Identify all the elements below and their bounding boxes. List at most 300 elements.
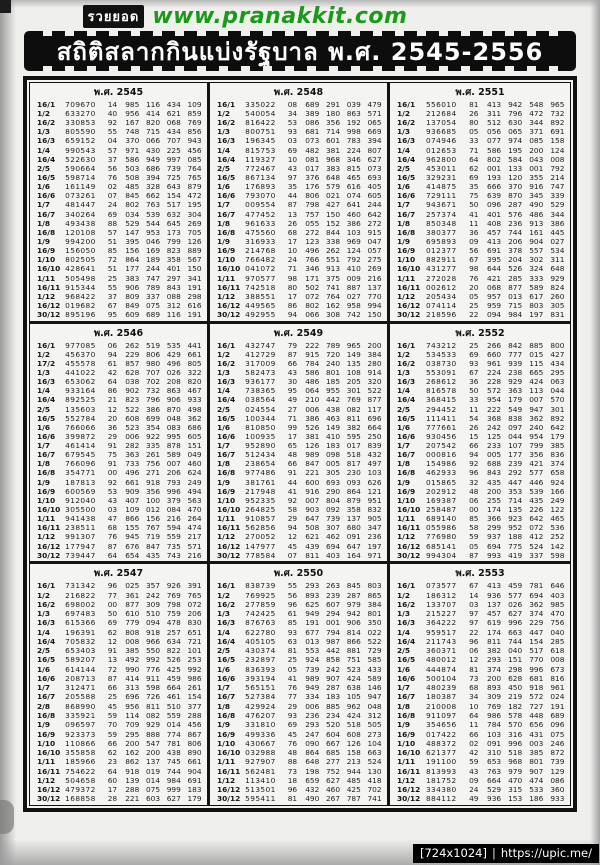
draw-row: [32, 311, 205, 318]
draw-row: [32, 128, 205, 135]
three-digit-number: 244: [145, 264, 161, 274]
first-prize-number: 100344: [245, 413, 276, 423]
three-digit-number: 354: [145, 422, 161, 432]
three-digit-number: 794: [325, 627, 341, 637]
three-digit-number: 748: [125, 127, 140, 137]
three-digit-number: 877: [508, 282, 523, 292]
first-prize-number: 622780: [245, 627, 276, 637]
draw-date: 1/3: [217, 127, 230, 137]
three-digit-number: 097: [508, 422, 523, 432]
draw-row: [392, 469, 568, 476]
three-digit-number: 956: [125, 701, 140, 711]
three-digit-number: 096: [487, 200, 502, 210]
draw-row: [392, 415, 568, 422]
three-digit-number: 377: [187, 701, 202, 711]
first-prize-number: 055986: [425, 523, 457, 533]
three-digit-number: 916: [305, 486, 320, 496]
three-digit-number: 456: [187, 145, 202, 155]
three-digit-number: 219: [508, 692, 523, 702]
draw-date: 16/1: [217, 340, 236, 350]
three-digit-number: 386: [305, 413, 320, 423]
three-digit-number: 177: [508, 450, 523, 460]
first-prize-number: 876763: [245, 618, 276, 628]
two-digit-number: 24: [469, 785, 479, 795]
three-digit-number: 015: [529, 349, 544, 359]
two-digit-number: 87: [107, 673, 118, 683]
two-digit-number: 24: [107, 200, 118, 210]
two-digit-number: 34: [469, 692, 479, 702]
three-digit-number: 105: [346, 692, 361, 702]
first-prize-number: 393194: [245, 673, 276, 683]
first-prize-number: 074114: [425, 300, 457, 310]
two-digit-number: 10: [287, 154, 298, 164]
first-prize-number: 211743: [425, 636, 457, 646]
three-digit-number: 879: [346, 495, 361, 505]
three-digit-number: 424: [346, 710, 361, 720]
three-digit-number: 747: [550, 182, 565, 192]
three-digit-number: 385: [125, 646, 140, 656]
three-digit-number: 549: [508, 404, 523, 414]
draw-date: 16/1: [37, 99, 56, 109]
draw-row: [212, 311, 385, 318]
three-digit-number: 523: [125, 422, 140, 432]
first-prize-number: 729111: [425, 191, 457, 201]
three-digit-number: 607: [325, 599, 341, 609]
three-digit-number: 907: [529, 766, 544, 776]
draw-date: 1/7: [217, 200, 230, 210]
three-digit-number: 064: [305, 386, 320, 396]
draw-row: [212, 101, 385, 108]
draw-date: 16/4: [397, 154, 416, 164]
three-digit-number: 038: [125, 377, 140, 387]
first-prize-number: 772467: [245, 163, 276, 173]
draw-row: [32, 712, 205, 719]
three-digit-number: 266: [487, 340, 502, 350]
three-digit-number: 156: [145, 514, 161, 524]
three-digit-number: 236: [508, 218, 523, 228]
three-digit-number: 811: [487, 636, 502, 646]
two-digit-number: 48: [287, 748, 298, 758]
two-digit-number: 35: [287, 182, 298, 192]
three-digit-number: 242: [145, 590, 161, 600]
draw-date: 16/4: [397, 636, 416, 646]
draw-date: 1/7: [37, 441, 50, 451]
first-prize-number: 441022: [65, 367, 96, 377]
three-digit-number: 467: [187, 386, 202, 396]
three-digit-number: 410: [346, 264, 361, 274]
draw-date: 1/9: [397, 720, 410, 730]
three-digit-number: 806: [305, 191, 320, 201]
three-digit-number: 386: [550, 218, 565, 228]
draw-date: 16/5: [37, 413, 56, 423]
three-digit-number: 171: [305, 273, 320, 283]
stats-table-frame: [23, 76, 577, 812]
three-digit-number: 356: [325, 118, 341, 128]
draw-row: [392, 647, 568, 654]
three-digit-number: 427: [325, 200, 341, 210]
two-digit-number: 64: [469, 154, 479, 164]
three-digit-number: 063: [550, 377, 565, 387]
three-digit-number: 584: [508, 154, 523, 164]
two-digit-number: 66: [287, 358, 298, 368]
three-digit-number: 769: [346, 395, 361, 405]
three-digit-number: 405: [367, 182, 382, 192]
draw-row: [212, 396, 385, 403]
three-digit-number: 267: [325, 794, 341, 804]
two-digit-number: 55: [107, 127, 118, 137]
three-digit-number: 490: [529, 200, 544, 210]
three-digit-number: 847: [305, 459, 320, 469]
three-digit-number: 413: [487, 236, 502, 246]
draw-row: [32, 433, 205, 440]
two-digit-number: 06: [469, 495, 479, 505]
two-digit-number: 93: [287, 710, 298, 720]
three-digit-number: 661: [125, 477, 140, 487]
three-digit-number: 807: [367, 145, 382, 155]
two-digit-number: 17: [287, 431, 298, 441]
draw-row: [212, 629, 385, 636]
draw-date: 16/2: [37, 118, 56, 128]
three-digit-number: 173: [166, 227, 181, 237]
three-digit-number: 123: [305, 236, 320, 246]
three-digit-number: 292: [508, 468, 523, 478]
three-digit-number: 234: [325, 710, 341, 720]
three-digit-number: 197: [367, 541, 382, 551]
three-digit-number: 312: [367, 710, 382, 720]
three-digit-number: 007: [166, 459, 181, 469]
first-prize-number: 317009: [245, 358, 276, 368]
three-digit-number: 822: [166, 646, 181, 656]
three-digit-number: 013: [305, 636, 320, 646]
three-digit-number: 074: [346, 191, 361, 201]
draw-row: [392, 721, 568, 728]
draw-row: [32, 601, 205, 608]
three-digit-number: 485: [125, 182, 140, 192]
three-digit-number: 968: [325, 154, 341, 164]
draw-row: [212, 265, 385, 272]
first-prize-number: 331810: [245, 720, 276, 730]
draw-row: [32, 638, 205, 645]
first-prize-number: 329231: [425, 172, 457, 182]
three-digit-number: 646: [550, 581, 565, 591]
two-digit-number: 86: [287, 300, 298, 310]
two-digit-number: 05: [469, 541, 479, 551]
draw-row: [212, 387, 385, 394]
three-digit-number: 077: [487, 136, 502, 146]
draw-date: 1/2: [37, 349, 50, 359]
draw-date: 16/1: [217, 581, 236, 591]
draw-date: 1/8: [37, 459, 50, 469]
first-prize-number: 277859: [245, 599, 276, 609]
first-prize-number: 499336: [245, 729, 276, 739]
draw-row: [392, 533, 568, 540]
three-digit-number: 517: [166, 200, 181, 210]
three-digit-number: 188: [508, 532, 523, 542]
three-digit-number: 752: [325, 766, 341, 776]
first-prize-number: 012653: [425, 145, 457, 155]
three-digit-number: 287: [508, 200, 523, 210]
three-digit-number: 149: [325, 422, 341, 432]
year-panel-2553: [390, 564, 570, 805]
three-digit-number: 805: [187, 358, 202, 368]
three-digit-number: 662: [145, 191, 161, 201]
three-digit-number: 709: [125, 720, 140, 730]
two-digit-number: 30: [287, 377, 298, 387]
three-digit-number: 681: [529, 673, 544, 683]
three-digit-number: 729: [367, 646, 382, 656]
three-digit-number: 375: [325, 273, 341, 283]
draw-row: [32, 656, 205, 663]
three-digit-number: 906: [346, 618, 361, 628]
two-digit-number: 41: [287, 486, 298, 496]
first-prize-number: 738365: [245, 386, 276, 396]
draw-date: 30/12: [397, 310, 421, 320]
draw-date: 30/12: [217, 550, 241, 560]
draw-date: 1/3: [37, 609, 50, 619]
draw-row: [212, 619, 385, 626]
draw-row: [392, 610, 568, 617]
two-digit-number: 33: [469, 136, 479, 146]
three-digit-number: 200: [367, 340, 382, 350]
draw-date: 1/6: [217, 182, 230, 192]
panel-rows: [392, 581, 568, 804]
three-digit-number: 192: [346, 118, 361, 128]
draw-row: [32, 721, 205, 728]
three-digit-number: 621: [305, 532, 320, 542]
three-digit-number: 066: [305, 310, 320, 320]
three-digit-number: 793: [166, 477, 181, 487]
two-digit-number: 88: [287, 757, 298, 767]
draw-row: [32, 247, 205, 254]
draw-row: [392, 174, 568, 181]
first-prize-number: 595411: [245, 794, 276, 804]
draw-date: 16/3: [37, 136, 56, 146]
two-digit-number: 00: [107, 468, 118, 478]
three-digit-number: 084: [166, 505, 181, 515]
three-digit-number: 619: [487, 618, 502, 628]
draw-row: [32, 396, 205, 403]
three-digit-number: 288: [187, 710, 202, 720]
draw-date: 16/12: [217, 300, 241, 310]
three-digit-number: 775: [508, 541, 523, 551]
three-digit-number: 518: [346, 450, 361, 460]
three-digit-number: 240: [529, 422, 544, 432]
three-digit-number: 744: [508, 636, 523, 646]
draw-date: 16/1: [397, 340, 416, 350]
two-digit-number: 26: [287, 218, 298, 228]
first-prize-number: 212684: [425, 109, 457, 118]
draw-row: [32, 387, 205, 394]
three-digit-number: 339: [550, 191, 565, 201]
three-digit-number: 280: [367, 358, 382, 368]
three-digit-number: 442: [325, 395, 341, 405]
draw-date: 16/2: [397, 358, 416, 368]
draw-row: [212, 740, 385, 747]
three-digit-number: 151: [187, 441, 202, 451]
first-prize-number: 073261: [65, 191, 96, 201]
three-digit-number: 806: [187, 738, 202, 748]
first-prize-number: 096597: [65, 720, 96, 730]
three-digit-number: 802: [305, 300, 320, 310]
three-digit-number: 642: [550, 422, 565, 432]
three-digit-number: 648: [305, 757, 320, 767]
three-digit-number: 627: [367, 154, 382, 164]
three-digit-number: 866: [346, 636, 361, 646]
two-digit-number: 67: [469, 581, 479, 591]
three-digit-number: 006: [305, 404, 320, 414]
three-digit-number: 735: [166, 541, 181, 551]
draw-row: [212, 647, 385, 654]
three-digit-number: 346: [346, 154, 361, 164]
three-digit-number: 943: [187, 136, 202, 146]
draw-row: [392, 424, 568, 431]
draw-row: [392, 619, 568, 626]
three-digit-number: 116: [145, 99, 161, 109]
three-digit-number: 744: [508, 227, 523, 237]
draw-row: [32, 460, 205, 467]
three-digit-number: 798: [166, 599, 181, 609]
draw-date: 16/3: [217, 136, 236, 146]
three-digit-number: 783: [346, 136, 361, 146]
first-prize-number: 258487: [425, 505, 457, 515]
first-prize-number: 739447: [65, 550, 96, 560]
two-digit-number: 20: [469, 282, 479, 292]
draw-date: 1/12: [397, 532, 416, 542]
three-digit-number: 691: [487, 246, 502, 256]
two-digit-number: 96: [287, 785, 298, 795]
three-digit-number: 756: [145, 459, 161, 469]
three-digit-number: 811: [305, 550, 320, 560]
three-digit-number: 093: [346, 477, 361, 487]
year-panel-2550: [210, 564, 390, 805]
three-digit-number: 425: [166, 664, 181, 674]
three-digit-number: 577: [529, 468, 544, 478]
three-digit-number: 360: [550, 785, 565, 795]
three-digit-number: 013: [508, 291, 523, 301]
draw-date: 16/4: [217, 636, 236, 646]
two-digit-number: 70: [107, 720, 118, 730]
draw-row: [32, 795, 205, 802]
three-digit-number: 082: [346, 404, 361, 414]
three-digit-number: 293: [487, 655, 502, 665]
first-prize-number: 181752: [425, 775, 457, 785]
two-digit-number: 11: [469, 720, 479, 730]
three-digit-number: 478: [166, 618, 181, 628]
three-digit-number: 651: [187, 627, 202, 637]
three-digit-number: 310: [487, 748, 502, 758]
three-digit-number: 770: [367, 291, 382, 301]
three-digit-number: 462: [325, 532, 341, 542]
three-digit-number: 382: [346, 422, 361, 432]
first-prize-number: 633270: [65, 109, 96, 118]
draw-row: [392, 703, 568, 710]
first-prize-number: 961633: [245, 218, 276, 228]
draw-date: 1/10: [217, 255, 236, 265]
three-digit-number: 166: [550, 486, 565, 496]
two-digit-number: 73: [287, 766, 298, 776]
draw-row: [392, 378, 568, 385]
three-digit-number: 609: [125, 310, 140, 320]
two-digit-number: 27: [287, 404, 298, 414]
three-digit-number: 287: [346, 590, 361, 600]
three-digit-number: 043: [529, 154, 544, 164]
three-digit-number: 424: [529, 377, 544, 387]
three-digit-number: 643: [166, 182, 181, 192]
three-digit-number: 990: [125, 664, 140, 674]
draw-row: [212, 666, 385, 673]
two-digit-number: 87: [469, 550, 479, 560]
three-digit-number: 533: [529, 785, 544, 795]
three-digit-number: 770: [529, 655, 544, 665]
first-prize-number: 428641: [65, 264, 96, 274]
draw-date: 1/9: [397, 477, 410, 487]
two-digit-number: 98: [287, 273, 298, 283]
draw-date: 16/5: [37, 172, 56, 182]
two-digit-number: 25: [469, 300, 479, 310]
three-digit-number: 979: [346, 599, 361, 609]
three-digit-number: 006: [305, 701, 320, 711]
draw-date: 16/12: [397, 785, 421, 795]
three-digit-number: 085: [529, 136, 544, 146]
three-digit-number: 888: [145, 729, 161, 739]
three-digit-number: 293: [305, 581, 320, 591]
three-digit-number: 801: [325, 367, 341, 377]
two-digit-number: 66: [107, 738, 118, 748]
two-digit-number: 69: [107, 209, 118, 219]
panel-year-title: พ.ศ. 2549: [273, 327, 324, 339]
three-digit-number: 719: [145, 532, 161, 542]
draw-row: [212, 351, 385, 358]
draw-row: [392, 293, 568, 300]
three-digit-number: 947: [367, 692, 382, 702]
two-digit-number: 42: [107, 367, 118, 377]
first-prize-number: 312471: [65, 683, 96, 693]
three-digit-number: 985: [550, 599, 565, 609]
panel-rows: [212, 100, 385, 320]
year-panel-2549: [210, 324, 390, 565]
three-digit-number: 137: [487, 599, 502, 609]
draw-row: [32, 749, 205, 756]
first-prize-number: 731342: [65, 581, 96, 591]
three-digit-number: 551: [325, 255, 341, 265]
two-digit-number: 42: [469, 748, 479, 758]
draw-date: 16/9: [37, 729, 56, 739]
three-digit-number: 715: [508, 300, 523, 310]
three-digit-number: 208: [166, 377, 181, 387]
two-digit-number: 11: [469, 404, 479, 414]
three-digit-number: 395: [125, 236, 140, 246]
two-digit-number: 43: [107, 495, 118, 505]
three-digit-number: 784: [487, 720, 502, 730]
two-digit-number: 05: [469, 291, 479, 301]
two-digit-number: 59: [107, 729, 118, 739]
draw-row: [212, 515, 385, 522]
draw-row: [392, 101, 568, 108]
three-digit-number: 216: [166, 514, 181, 524]
three-digit-number: 809: [125, 291, 140, 301]
first-prize-number: 488372: [425, 738, 457, 748]
two-digit-number: 55: [287, 581, 298, 591]
three-digit-number: 176: [305, 182, 320, 192]
draw-date: 1/10: [397, 495, 416, 505]
three-digit-number: 823: [125, 395, 140, 405]
three-digit-number: 055: [305, 218, 320, 228]
draw-row: [32, 675, 205, 682]
two-digit-number: 07: [287, 550, 298, 560]
three-digit-number: 518: [346, 720, 361, 730]
two-digit-number: 56: [287, 590, 298, 600]
draw-row: [212, 201, 385, 208]
